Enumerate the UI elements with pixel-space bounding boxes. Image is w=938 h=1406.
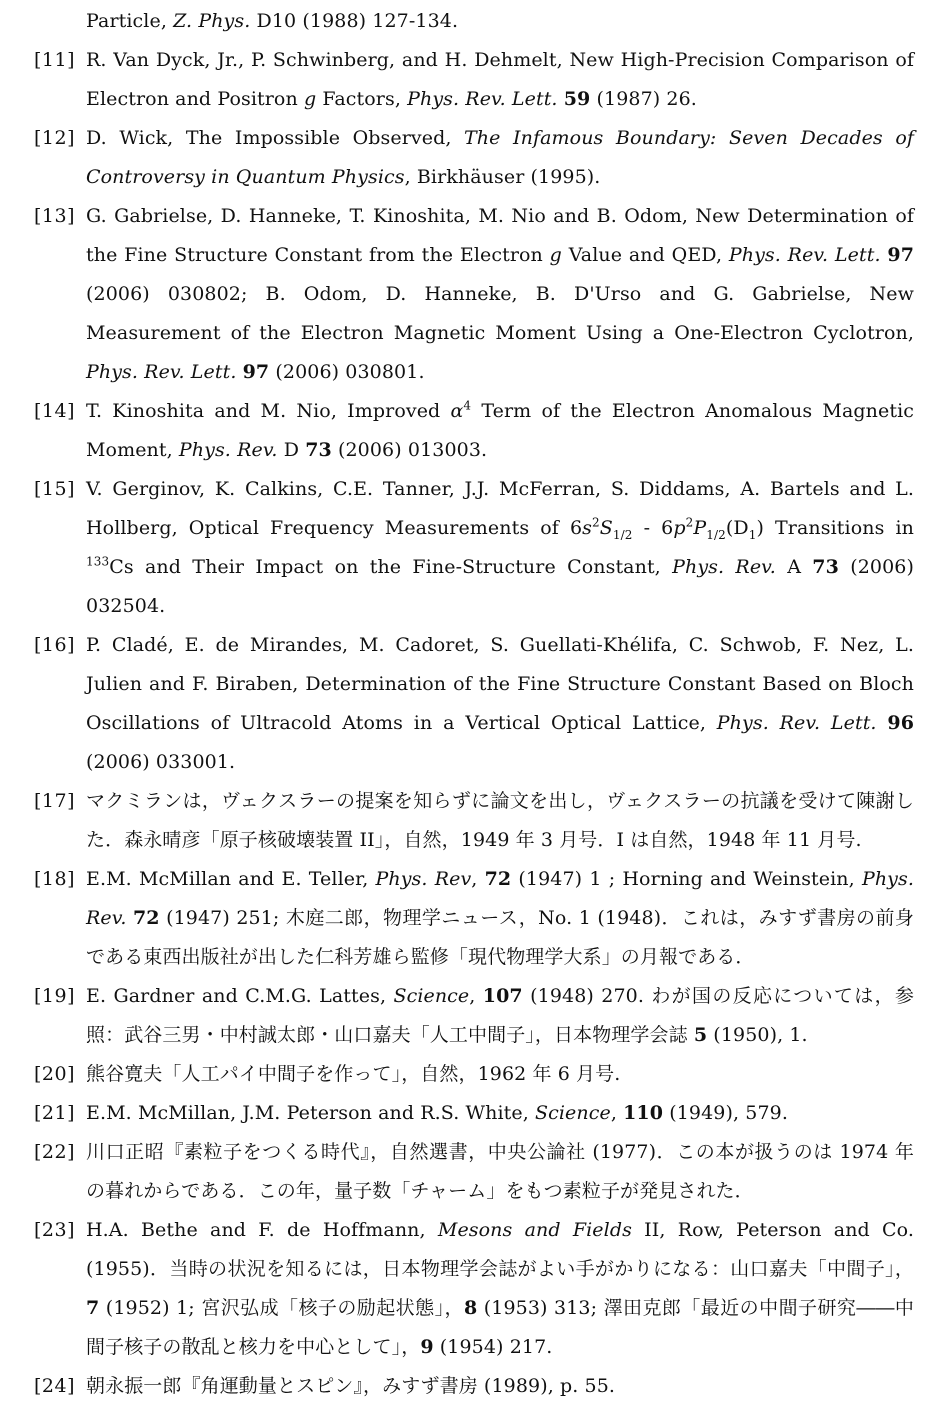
reference-text [86, 1367, 914, 1406]
reference-text-segment: E.M. McMillan, J.M. Peterson and R.S. White, [86, 1102, 536, 1124]
reference-text-segment: Phys. Rev. Lett. [728, 244, 881, 266]
reference-number: [20] [34, 1063, 76, 1085]
reference-text-segment: Factors, [316, 88, 408, 110]
reference-text-segment: D [277, 439, 306, 461]
reference-text-segment: 72 [484, 868, 512, 890]
reference-entry [34, 470, 914, 626]
reference-text-segment: ) Transitions in [756, 517, 914, 539]
reference-entry [34, 782, 914, 860]
reference-text-segment: 川口正昭『素粒子をつくる時代』，自然選書，中央公論社 (1977)．この本が扱うのは 1974 年の暮れからである．この年，量子数「チャーム」をもつ素粒子が発見された． [86, 1141, 914, 1202]
reference-text-segment: 9 [420, 1336, 434, 1358]
reference-number: [19] [34, 985, 76, 1007]
reference-text-segment: (1947) 1 ; Horning and Weinstein, [511, 868, 862, 890]
reference-number: [14] [34, 400, 76, 422]
reference-text-segment: , Birkhäuser (1995). [404, 166, 601, 188]
reference-text-segment: P. Cladé, E. de Mirandes, M. Cadoret, S. Guellati-Khélifa, C. Schwob, F. Nez, L. Julien and F. Biraben, Determination of the Fine Structure Constant Based on Bloch Oscillations of Ultracold Atoms in a Vertical Optical Lattice, [86, 634, 914, 734]
reference-text-segment: α [450, 400, 464, 422]
reference-text-segment [877, 712, 888, 734]
reference-text-segment: R. Van Dyck, Jr., P. Schwinberg, and H. Dehmelt, New High-Precision Comparison of Electron and Positron [86, 49, 914, 110]
reference-number: [11] [34, 49, 76, 71]
reference-text-segment: - 6 [632, 517, 674, 539]
reference-text [86, 392, 914, 470]
reference-text [86, 2, 914, 41]
reference-text-segment: 4 [463, 398, 472, 413]
reference-text-segment: 96 [887, 712, 915, 734]
reference-text-segment: 107 [482, 985, 523, 1007]
reference-text-segment: 1/2 [706, 527, 726, 542]
reference-number: [23] [34, 1219, 76, 1241]
reference-text-segment: (2006) 032504. [86, 556, 914, 617]
reference-text [86, 1133, 914, 1211]
reference-entry [34, 197, 914, 392]
reference-text [86, 197, 914, 392]
reference-text-segment: 133 [86, 554, 110, 569]
reference-number: [16] [34, 634, 76, 656]
reference-number: [12] [34, 127, 76, 149]
reference-text-segment: マクミランは，ヴェクスラーの提案を知らずに論文を出し，ヴェクスラーの抗議を受けて陳謝した．森永晴彦「原子核破壊装置 II」，自然，1949 年 3 月号．I は自然，1948 年 11 月号. [86, 790, 914, 851]
reference-text [86, 41, 914, 119]
reference-text-segment: p [673, 517, 686, 539]
reference-text-segment: 5 [693, 1024, 708, 1046]
reference-text-segment: , [471, 868, 485, 890]
reference-text-segment: Phys. Rev. Lett. [407, 88, 558, 110]
reference-text-segment: T. Kinoshita and M. Nio, Improved [86, 400, 451, 422]
reference-entry [34, 860, 914, 977]
reference-text-segment: Z. Phys. [173, 10, 251, 32]
reference-text-segment: 朝永振一郎『角運動量とスピン』，みすず書房 (1989), p. 55. [86, 1375, 616, 1397]
reference-text-segment: (1950), 1. [707, 1024, 808, 1046]
reference-text-segment: Science [393, 985, 470, 1007]
reference-number: [21] [34, 1102, 76, 1124]
reference-text-segment: Value and QED, [561, 244, 729, 266]
reference-entry [34, 1133, 914, 1211]
reference-text-segment: Science [535, 1102, 611, 1124]
reference-text [86, 626, 914, 782]
reference-text-segment: (2006) 013003. [331, 439, 488, 461]
reference-number: [18] [34, 868, 76, 890]
reference-text-segment: 72 [132, 907, 160, 929]
reference-number: [15] [34, 478, 76, 500]
reference-text-segment: (1952) 1; 宮沢弘成「核子の励起状態」， [99, 1297, 464, 1319]
reference-text-segment: (1954) 217. [433, 1336, 553, 1358]
reference-text-segment: Phys. Rev. [178, 439, 278, 461]
reference-text-segment: (2006) 033001. [86, 751, 236, 773]
reference-text [86, 860, 914, 977]
reference-entry [34, 1055, 914, 1094]
reference-entry [34, 1211, 914, 1367]
reference-entry [34, 2, 914, 41]
reference-text-segment: 1 [748, 527, 757, 542]
reference-number: [22] [34, 1141, 76, 1163]
reference-text-segment: E.M. McMillan and E. Teller, [86, 868, 376, 890]
reference-text-segment: Phys. Rev. Lett. [716, 712, 877, 734]
reference-text-segment: Phys. Rev. [86, 868, 914, 929]
reference-text-segment: 1/2 [612, 527, 633, 542]
reference-text-segment: 110 [623, 1102, 664, 1124]
reference-text-segment: II, Row, Peterson and Co. (1955)．当時の状況を知るには，日本物理学会誌がよい手がかりになる：山口嘉夫「中間子」， [86, 1219, 914, 1280]
reference-text-segment: 59 [563, 88, 591, 110]
reference-text-segment: P [693, 517, 707, 539]
reference-text-segment: Phys. Rev. Lett. [86, 361, 237, 383]
reference-text-segment: V. Gerginov, K. Calkins, C.E. Tanner, J.J. McFerran, S. Diddams, A. Bartels and L. Hollberg, Optical Frequency Measurements of 6 [86, 478, 914, 539]
reference-number: [13] [34, 205, 76, 227]
reference-entry [34, 41, 914, 119]
reference-text-segment: (2006) 030802; B. Odom, D. Hanneke, B. D'Urso and G. Gabrielse, New Measurement of the Electron Magnetic Moment Using a One-Electron Cyclotron, [86, 283, 914, 344]
reference-text-segment: The Infamous Boundary: Seven Decades of Controversy in Quantum Physics [86, 127, 914, 188]
reference-text-segment: g [549, 244, 562, 266]
reference-text-segment: Particle, [86, 10, 174, 32]
reference-text-segment: (1948) 270. わが国の反応については，参照：武谷三男・中村誠太郎・山口嘉夫「人工中間子」，日本物理学会誌 [86, 985, 914, 1046]
reference-text-segment: (1949), 579. [663, 1102, 788, 1124]
reference-text-segment: , [469, 985, 483, 1007]
reference-text-segment: (1953) 313; 澤田克郎「最近の中間子研究――中間子核子の散乱と核力を中心として」， [86, 1297, 914, 1358]
reference-text-segment: D10 (1988) 127-134. [250, 10, 459, 32]
reference-text-segment: A [775, 556, 813, 578]
reference-text-segment: 73 [812, 556, 839, 578]
reference-text-segment: (1947) 251; 木庭二郎，物理学ニュース，No. 1 (1948)．これは，みすず書房の前身である東西出版社が出した仁科芳雄ら監修「現代物理学大系」の月報である． [86, 907, 914, 968]
reference-text-segment: Term of the Electron Anomalous Magnetic Moment, [86, 400, 914, 461]
reference-text [86, 119, 914, 197]
reference-text-segment: H.A. Bethe and F. de Hoffmann, [86, 1219, 438, 1241]
reference-entry [34, 1367, 914, 1406]
reference-text-segment: (2006) 030801. [269, 361, 425, 383]
reference-entry [34, 977, 914, 1055]
reference-entry [34, 392, 914, 470]
reference-text [86, 1055, 914, 1094]
reference-text-segment: G. Gabrielse, D. Hanneke, T. Kinoshita, M. Nio and B. Odom, New Determination of the Fine Structure Constant from the Electron [86, 205, 914, 266]
reference-text-segment: 2 [592, 515, 600, 530]
reference-text-segment: (D [725, 517, 749, 539]
reference-text-segment: Cs and Their Impact on the Fine-Structure Constant, [109, 556, 673, 578]
reference-list [34, 2, 914, 1406]
reference-text [86, 470, 914, 626]
reference-text-segment: Mesons and Fields [437, 1219, 632, 1241]
reference-entry [34, 626, 914, 782]
reference-text-segment: D. Wick, The Impossible Observed, [86, 127, 465, 149]
reference-text-segment: 97 [887, 244, 915, 266]
reference-entry [34, 119, 914, 197]
reference-entry [34, 1094, 914, 1133]
reference-number: [24] [34, 1375, 76, 1397]
reference-text-segment: 熊谷寛夫「人工パイ中間子を作って」，自然，1962 年 6 月号. [86, 1063, 621, 1085]
reference-text [86, 1094, 914, 1133]
reference-text-segment: g [303, 88, 317, 110]
reference-text [86, 1211, 914, 1367]
reference-text-segment: E. Gardner and C.M.G. Lattes, [86, 985, 394, 1007]
reference-text-segment: 7 [86, 1297, 100, 1319]
reference-text-segment: 8 [463, 1297, 478, 1319]
reference-number: [17] [34, 790, 76, 812]
reference-text-segment: 2 [685, 515, 694, 530]
reference-text [86, 782, 914, 860]
reference-text [86, 977, 914, 1055]
reference-text-segment: Phys. Rev. [672, 556, 776, 578]
reference-text-segment: s [582, 517, 593, 539]
reference-text-segment: Phys. Rev [375, 868, 472, 890]
reference-text-segment: 73 [305, 439, 332, 461]
reference-text-segment: (1987) 26. [590, 88, 697, 110]
reference-text-segment: S [599, 517, 613, 539]
reference-text-segment: 97 [242, 361, 270, 383]
reference-text-segment: , [610, 1102, 624, 1124]
